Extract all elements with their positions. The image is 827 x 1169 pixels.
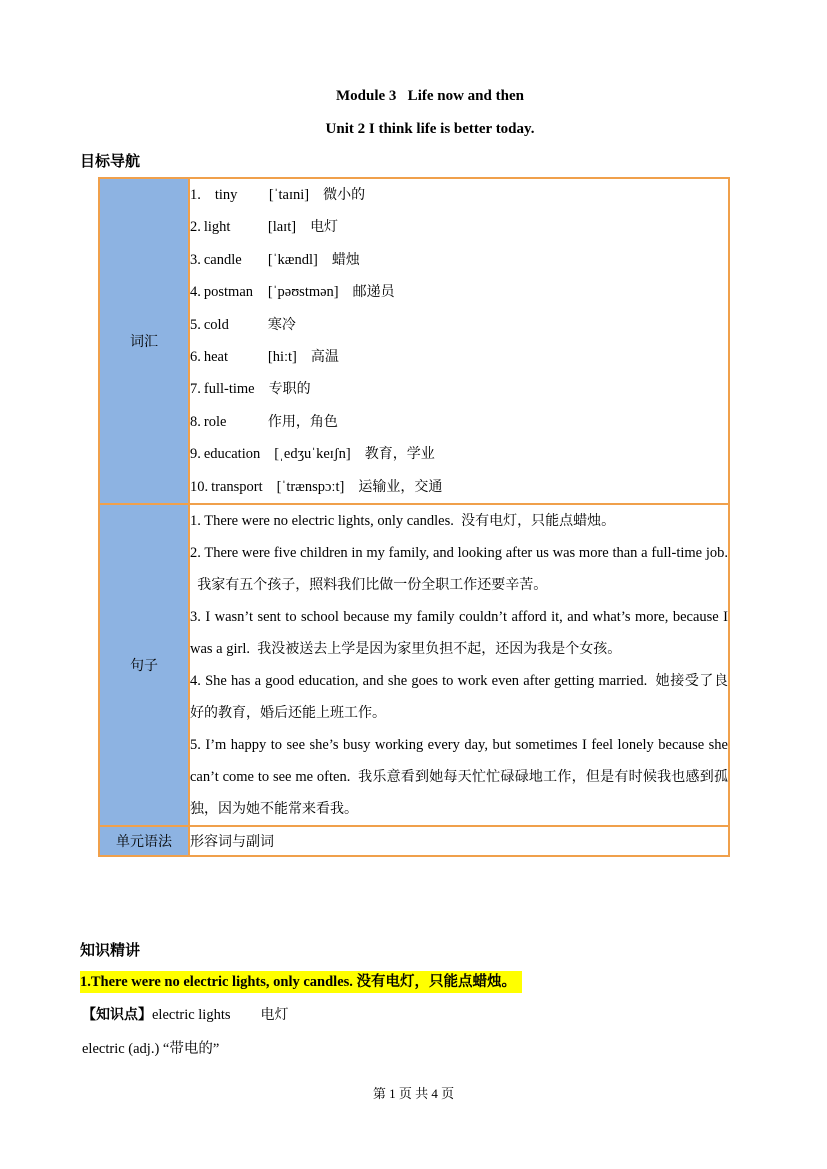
highlighted-sentence: 1.There were no electric lights, only candles. 没有电灯，只能点蜡烛。 [80, 971, 522, 993]
vocab-word: education [203, 446, 261, 463]
vocab-word: light [203, 219, 231, 236]
sentence-chinese: 没有电灯，只能点蜡烛。 [461, 512, 616, 529]
vocab-word: tiny [214, 187, 238, 203]
vocab-meaning: 蜡烛 [331, 251, 360, 268]
definition-line: electric (adj.) “带电的” [82, 1041, 220, 1057]
vocab-number: 3. [190, 251, 201, 268]
sentence-chinese: 她接受了良好的教育，婚后还能上班工作。 [190, 672, 729, 721]
sentence-chinese: 我没被送去上学是因为家里负担不起，还因为我是个女孩。 [257, 640, 622, 657]
vocab-item [190, 244, 728, 276]
vocab-meaning: 运输业，交通 [358, 478, 443, 495]
vocab-item [190, 438, 728, 470]
vocab-item [190, 276, 728, 308]
vocab-word: role [203, 413, 227, 430]
sentence-list [189, 504, 729, 826]
vocab-phonetic: [ˈkændl] [267, 251, 318, 268]
sentence-english: 1. There were no electric lights, only candles. [190, 512, 454, 529]
vocab-number: 9. [190, 446, 201, 463]
goal-table [98, 177, 730, 857]
vocab-item [190, 211, 728, 243]
knowledge-point-tag: 【知识点】 [82, 1007, 152, 1023]
sentence-item [190, 537, 728, 601]
vocab-meaning: 作用，角色 [267, 413, 338, 430]
grammar-row [99, 826, 729, 856]
vocab-meaning: 寒冷 [267, 316, 296, 333]
vocab-number: 4. [190, 284, 201, 301]
knowledge-point-cn: 电灯 [260, 1007, 289, 1023]
vocab-phonetic: [hiːt] [267, 348, 297, 365]
vocab-item [190, 471, 728, 503]
unit-title: Unit 2 I think life is better today. [325, 121, 535, 137]
sentence-english: 3. I wasn’t sent to school because my family couldn’t afford it, and what’s more, because I was a girl. [190, 608, 728, 657]
vocab-meaning: 专职的 [268, 381, 311, 398]
vocab-number: 10. [190, 478, 209, 495]
vocab-word: transport [211, 478, 263, 495]
vocab-item [190, 373, 728, 405]
sentence-item [190, 601, 728, 665]
sentence-row [99, 504, 729, 826]
vocab-word: cold [203, 316, 229, 333]
vocab-item [190, 179, 728, 211]
vocab-item [190, 309, 728, 341]
vocab-number: 7. [190, 381, 201, 398]
section-goal-heading: 目标导航 [80, 152, 141, 170]
vocab-number: 2. [190, 219, 201, 236]
vocab-meaning: 微小的 [323, 187, 366, 203]
sentence-item [190, 505, 728, 537]
grammar-label: 单元语法 [99, 826, 189, 856]
vocab-item [190, 406, 728, 438]
knowledge-point-text: electric lights [152, 1007, 231, 1023]
page-footer: 第 1 页 共 4 页 [372, 1086, 455, 1101]
vocab-phonetic: [ˌedʒuˈkeɪʃn] [274, 446, 351, 463]
vocab-meaning: 邮递员 [352, 284, 395, 301]
vocab-word: heat [203, 348, 229, 365]
sentence-item [190, 729, 728, 825]
vocab-number: 5. [190, 316, 201, 333]
sentence-chinese: 我乐意看到她每天忙忙碌碌地工作，但是有时候我也感到孤独，因为她不能常来看我。 [190, 768, 729, 817]
vocab-phonetic: [ˈpəʊstmən] [267, 284, 339, 301]
section-knowledge-heading: 知识精讲 [80, 941, 141, 959]
vocab-row [99, 178, 729, 504]
sentence-english: 5. I’m happy to see she’s busy working every day, but sometimes I feel lonely because she can’t come to see me often. [190, 736, 728, 785]
module-title: Module 3 Life now and then [336, 88, 524, 104]
sentence-english: 2. There were five children in my family, and looking after us was more than a full-time job. [190, 544, 728, 561]
vocab-meaning: 教育，学业 [364, 446, 435, 463]
vocab-word: candle [203, 251, 242, 268]
vocab-word: full-time [203, 381, 255, 398]
vocab-word: postman [203, 284, 254, 301]
knowledge-point [82, 1004, 289, 1024]
vocab-phonetic: [ˈtrænspɔːt] [276, 478, 345, 495]
sentence-chinese: 我家有五个孩子，照料我们比做一份全职工作还要辛苦。 [197, 576, 548, 593]
sentence-label: 句子 [99, 504, 189, 826]
vocab-number: 1. [190, 187, 201, 203]
vocab-item [190, 341, 728, 373]
vocab-number: 8. [190, 413, 201, 430]
vocab-phonetic: [laɪt] [267, 219, 297, 236]
vocab-list [189, 178, 729, 504]
vocab-label: 词汇 [99, 178, 189, 504]
vocab-meaning: 高温 [310, 348, 339, 365]
sentence-item [190, 665, 728, 729]
grammar-content: 形容词与副词 [189, 826, 729, 856]
vocab-phonetic: [ˈtaɪni] [268, 187, 310, 203]
vocab-number: 6. [190, 348, 201, 365]
vocab-meaning: 电灯 [310, 219, 339, 236]
sentence-english: 4. She has a good education, and she goes to work even after getting married. [190, 672, 648, 689]
